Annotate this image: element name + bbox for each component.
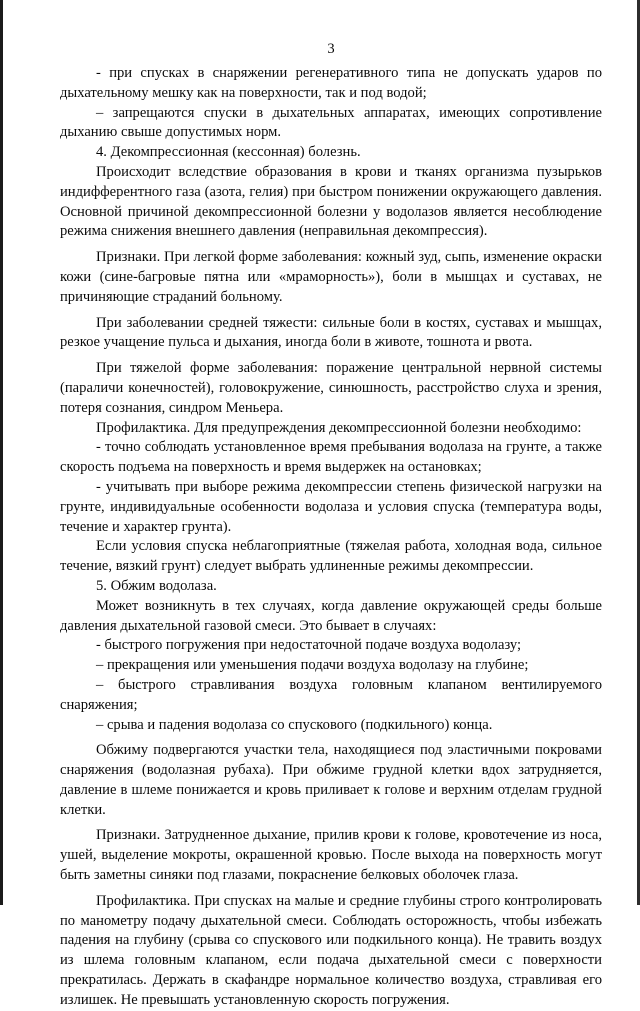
paragraph: Если условия спуска неблагоприятные (тяжелая работа, холодная вода, сильное течение, вязкий грунт) следует выбрать удлиненные режимы декомпрессии. xyxy=(60,538,602,575)
paragraph: Признаки. При легкой форме заболевания: кожный зуд, сыпь, изменение окраски кожи (сине-багровые пятна или «мраморность»), боли в мышцах и суставах, не причиняющие страданий больному. xyxy=(60,249,602,305)
paragraph: Происходит вследствие образования в крови и тканях организма пузырьков индифферентного газа (азота, гелия) при быстром понижении окружающего давления. Основной причиной декомпрессионной болезни у водолазов является несоблюдение режима снижения внешнего давления (неправильная декомпрессия). xyxy=(60,163,602,240)
section-heading: 4. Декомпрессионная (кессонная) болезнь. xyxy=(96,144,361,161)
paragraph: Признаки. Затрудненное дыхание, прилив крови к голове, кровотечение из носа, ушей, выделение мокроты, окрашенной кровью. После выхода на поверхность могут быть заметны синяки под глазами, покраснение белковых оболочек глаза. xyxy=(60,827,602,884)
list-item: - точно соблюдать установленное время пребывания водолаза на грунте, а также скорость подъема на поверхность и время выдержек на остановках; xyxy=(60,439,602,476)
list-item: – прекращения или уменьшения подачи воздуха водолазу на глубине; xyxy=(96,657,529,674)
paragraph: При заболевании средней тяжести: сильные боли в костях, суставах и мышцах, резкое учащение пульса и дыхания, иногда боли в животе, тошнота и рвота. xyxy=(60,314,602,351)
paragraph: – запрещаются спуски в дыхательных аппаратах, имеющих сопротивление дыханию свыше допустимых норм. xyxy=(60,104,602,141)
section-heading: 5. Обжим водолаза. xyxy=(96,577,217,594)
paragraph: Профилактика. При спусках на малые и средние глубины строго контролировать по манометру подачу дыхательной смеси. Соблюдать осторожность, чтобы избежать падения на глубину (срыва со спускового или подкильного конца). Не травить воздух из шлема головным клапаном, если подача дыхательной смеси с поверхности прекратилась. Держать в скафандре нормальное количество воздуха, стравливая его излишек. Не превышать установленную скорость погружения. xyxy=(60,892,602,1008)
paragraph: Может возникнуть в тех случаях, когда давление окружающей среды больше давления дыхательной газовой смеси. Это бывает в случаях: xyxy=(60,597,602,634)
paragraph: При тяжелой форме заболевания: поражение центральной нервной системы (параличи конечностей), головокружение, синюшность, расстройство слуха и зрения, потеря сознания, синдром Меньера. xyxy=(60,360,602,416)
list-item: – срыва и падения водолаза со спускового (подкильного) конца. xyxy=(96,716,493,733)
list-item: – быстрого стравливания воздуха головным клапаном вентилируемого снаряжения; xyxy=(60,676,602,713)
list-item: - учитывать при выборе режима декомпрессии степень физической нагрузки на грунте, индивидуальные особенности водолаза и условия спуска (температура воды, течение и характер грунта). xyxy=(60,478,602,535)
paragraph: Обжиму подвергаются участки тела, находящиеся под эластичными покровами снаряжения (водолазная рубаха). При обжиме грудной клетки вдох затрудняется, давление в шлеме понижается и кровь приливает к голове и верхним отделам грудной клетки. xyxy=(60,742,602,818)
list-item: - быстрого погружения при недостаточной подаче воздуха водолазу; xyxy=(96,637,522,654)
paragraph: Профилактика. Для предупреждения декомпрессионной болезни необходимо: xyxy=(96,419,582,436)
page-number: 3 xyxy=(327,41,335,57)
paragraph: - при спусках в снаряжении регенеративного типа не допускать ударов по дыхательному мешку как на поверхности, так и под водой; xyxy=(60,65,602,101)
